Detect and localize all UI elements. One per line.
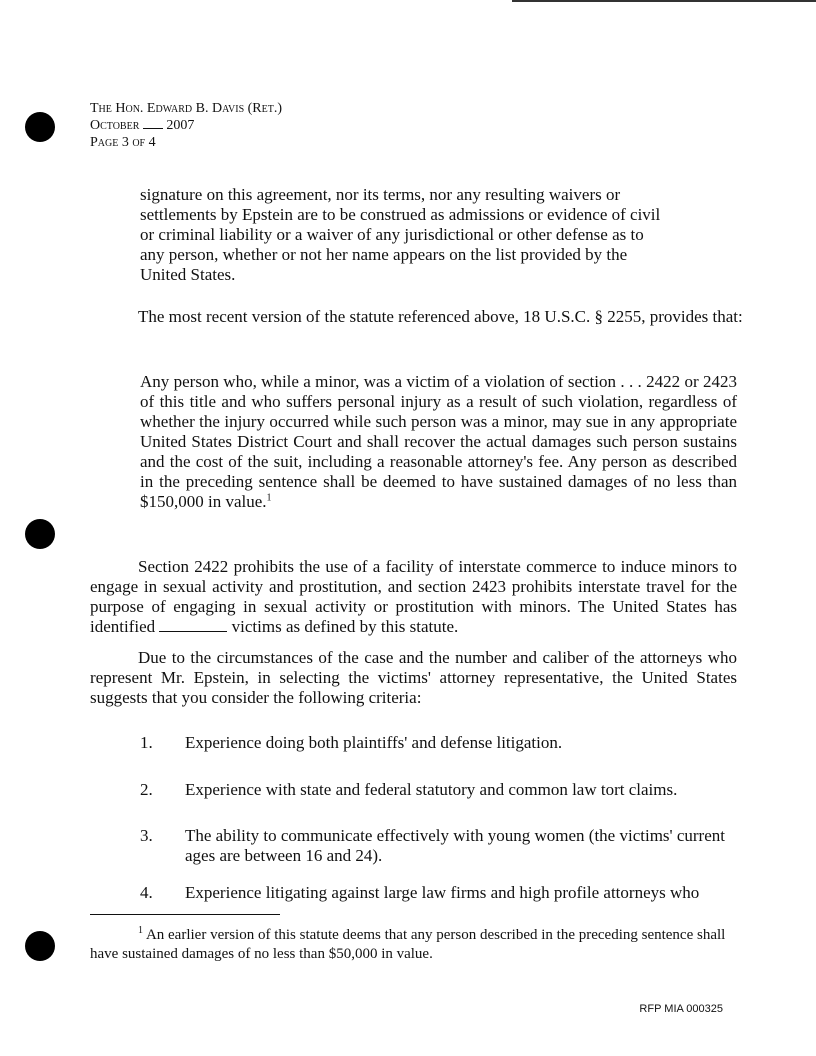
punch-hole-bottom	[25, 931, 55, 961]
footnote-divider	[90, 914, 280, 915]
paragraph-section-2422: Section 2422 prohibits the use of a facility of interstate commerce to induce minors to engage in sexual activity and prostitution, and section 2423 prohibits interstate travel for the purpose of engaging in sexual activity or prostitution with minors. The United States has identified victims as defined by this statute.	[90, 557, 737, 636]
paragraph-statute-intro: The most recent version of the statute referenced above, 18 U.S.C. § 2255, provides that:	[138, 307, 743, 326]
criteria-text: Experience doing both plaintiffs' and defense litigation.	[185, 733, 563, 752]
footnote-marker: 1	[266, 492, 272, 504]
statute-quote-text: Any person who, while a minor, was a victim of a violation of section . . . 2422 or 2423 of this title and who suffers personal injury as a result of such violation, regardless of whether the injury occurred while such person was a minor, may sue in any appropriate United States District Court and shall recover the actual damages such person sustains and the cost of the suit, including a reasonable attorney's fee. Any person as described in the preceding sentence shall be deemed to have sustained damages of no less than $150,000 in value.	[140, 372, 737, 511]
header-addressee: The Hon. Edward B. Davis (Ret.)	[90, 101, 283, 116]
criteria-text: Experience litigating against large law firms and high profile attorneys who	[185, 883, 700, 902]
footnote-text: An earlier version of this statute deems that any person described in the preceding sentence shall have sustained damages of no less than $50,000 in value.	[90, 927, 726, 962]
footnote-number: 1	[138, 925, 143, 936]
header-page-number: Page 3 of 4	[90, 135, 156, 150]
statute-quote	[140, 372, 737, 512]
punch-hole-top	[25, 112, 55, 142]
punch-hole-middle	[25, 519, 55, 549]
criteria-text: The ability to communicate effectively with young women (the victims' current ages are between 16 and 24).	[185, 826, 725, 865]
paragraph-continuation: signature on this agreement, nor its terms, nor any resulting waivers or settlements by Epstein are to be construed as admissions or evidence of civil or criminal liability or a waiver of any jurisdictional or other defense as to any person, whether or not her name appears on the list provided by the United States.	[140, 185, 661, 284]
victim-count-blank	[159, 619, 227, 632]
bates-number: RFP MIA 000325	[639, 1003, 723, 1015]
footnote	[90, 926, 735, 964]
criteria-number: 3.	[140, 826, 153, 845]
header-date: October 2007	[90, 118, 195, 133]
criteria-number: 2.	[140, 780, 153, 799]
criteria-number: 1.	[140, 733, 153, 752]
date-blank	[143, 118, 163, 129]
letter-header	[90, 100, 282, 151]
criteria-text: Experience with state and federal statutory and common law tort claims.	[185, 780, 678, 799]
paragraph-criteria-intro: Due to the circumstances of the case and the number and caliber of the attorneys who represent Mr. Epstein, in selecting the victims' attorney representative, the United States suggests that you consider the following criteria:	[90, 648, 737, 707]
criteria-number: 4.	[140, 883, 153, 902]
top-edge-rule	[512, 0, 816, 2]
